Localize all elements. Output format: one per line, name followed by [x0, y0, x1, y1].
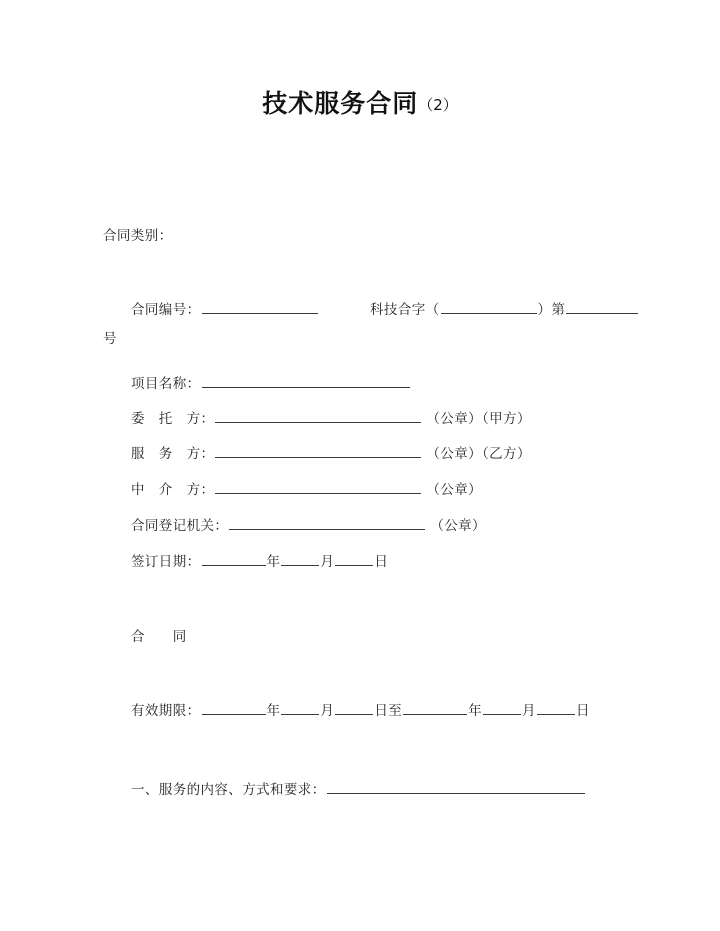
project-name-label: 项目名称：	[131, 376, 201, 392]
sign-date-year-unit: 年	[266, 554, 281, 570]
contract-category-label: 合同类别：	[103, 228, 173, 244]
validity-start-day-unit: 日	[374, 703, 389, 719]
client-input[interactable]	[215, 411, 421, 423]
contract-word-row	[131, 628, 187, 646]
sign-date-month-unit: 月	[320, 554, 335, 570]
page-title-suffix: （2）	[418, 96, 458, 114]
sign-date-day-input[interactable]	[335, 554, 373, 566]
agent-label: 中 介 方：	[131, 482, 215, 498]
sci-tech-code-row	[370, 301, 639, 319]
sign-date-year-input[interactable]	[202, 554, 266, 566]
registry-row	[131, 517, 486, 535]
validity-end-year-unit: 年	[468, 703, 483, 719]
sci-tech-code-input[interactable]	[441, 302, 537, 314]
validity-period-row	[131, 702, 590, 720]
contract-number-input[interactable]	[202, 302, 318, 314]
sign-date-day-unit: 日	[374, 554, 389, 570]
agent-row	[131, 481, 482, 499]
section-1-heading: 服务的内容、方式和要求：	[158, 782, 326, 798]
agent-input[interactable]	[215, 482, 421, 494]
validity-start-year-input[interactable]	[202, 703, 266, 715]
validity-end-month-unit: 月	[522, 703, 536, 719]
sci-tech-suffix-row	[103, 330, 117, 348]
page-title	[0, 84, 720, 120]
contract-word-label: 合 同	[131, 629, 187, 645]
validity-end-day-input[interactable]	[537, 703, 575, 715]
sign-date-month-input[interactable]	[281, 554, 319, 566]
validity-start-year-unit: 年	[266, 703, 281, 719]
sci-tech-mid-label: ）第	[537, 302, 566, 318]
section-1-row	[131, 781, 586, 799]
sci-tech-suffix-label: 号	[103, 331, 117, 347]
validity-period-label: 有效期限：	[131, 703, 201, 719]
agent-seal-note: （公章）	[426, 482, 483, 498]
validity-start-month-unit: 月	[320, 703, 335, 719]
section-1-input[interactable]	[327, 782, 585, 794]
section-1-number: 一、	[131, 782, 159, 798]
project-name-input[interactable]	[202, 376, 410, 388]
service-provider-label: 服 务 方：	[131, 446, 215, 462]
validity-start-month-input[interactable]	[281, 703, 319, 715]
service-provider-input[interactable]	[215, 446, 421, 458]
service-provider-row	[131, 445, 531, 463]
project-name-row	[131, 375, 411, 393]
client-label: 委 托 方：	[131, 411, 215, 427]
contract-category-row	[103, 227, 173, 245]
page-title-main: 技术服务合同	[262, 89, 419, 118]
validity-end-month-input[interactable]	[483, 703, 521, 715]
sign-date-row	[131, 553, 388, 571]
service-provider-seal-note: （公章）（乙方）	[426, 446, 531, 462]
contract-number-label: 合同编号：	[131, 302, 201, 318]
validity-end-day-unit: 日	[575, 703, 590, 719]
contract-number-row	[131, 301, 319, 319]
client-seal-note: （公章）（甲方）	[426, 411, 531, 427]
registry-input[interactable]	[229, 518, 425, 530]
validity-range-separator: 至	[388, 703, 403, 719]
validity-start-day-input[interactable]	[335, 703, 373, 715]
registry-label: 合同登记机关：	[131, 518, 229, 534]
client-row	[131, 410, 531, 428]
sci-tech-serial-input[interactable]	[566, 302, 638, 314]
sci-tech-prefix-label: 科技合字（	[370, 302, 440, 318]
registry-seal-note: （公章）	[430, 518, 486, 534]
sign-date-label: 签订日期：	[131, 554, 201, 570]
validity-end-year-input[interactable]	[403, 703, 467, 715]
